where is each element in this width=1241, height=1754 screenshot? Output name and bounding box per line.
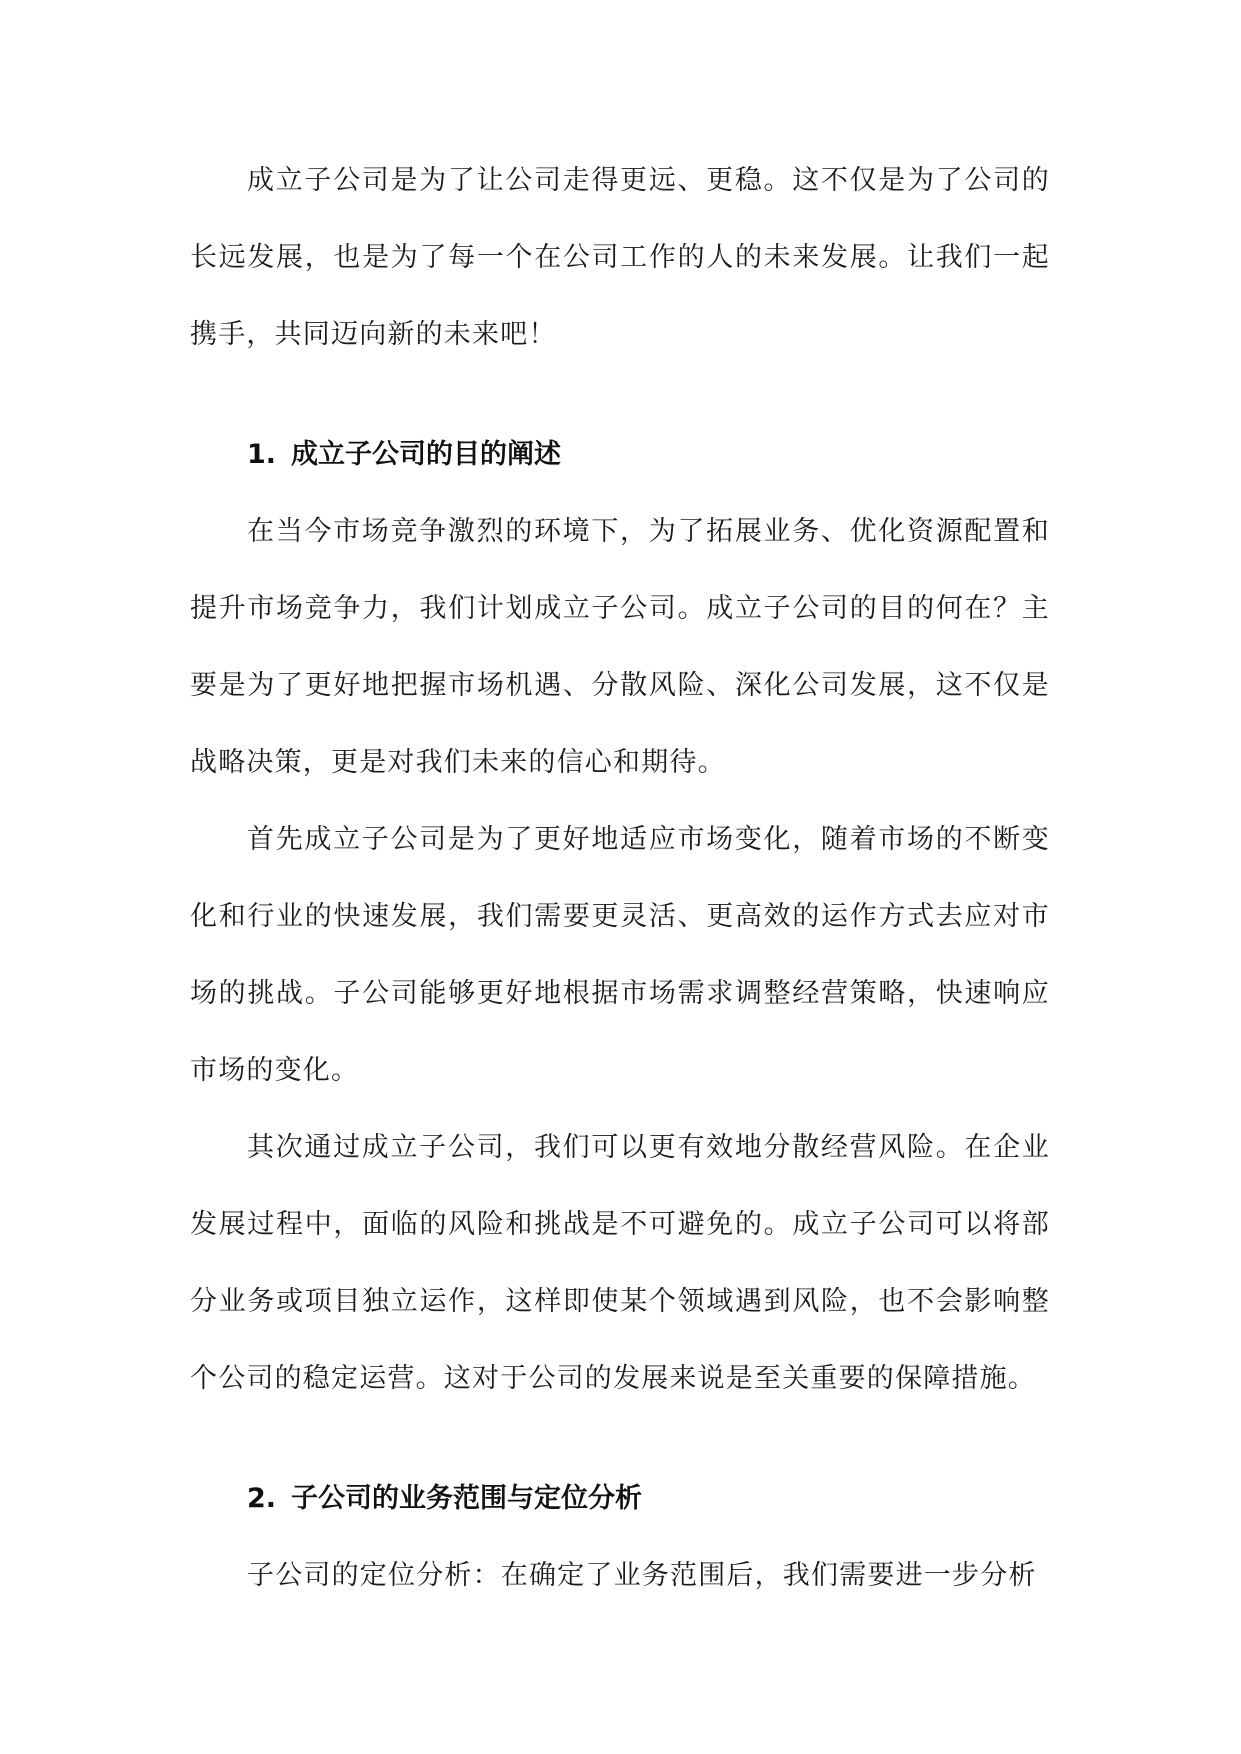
section-1-paragraph: 首先成立子公司是为了更好地适应市场变化，随着市场的不断变化和行业的快速发展，我们需要更灵活、更高效的运作方式去应对市场的挑战。子公司能够更好地根据市场需求调整经营策略，快速响应市场的变化。 bbox=[190, 824, 1050, 1086]
section-2-title: 子公司的业务范围与定位分析 bbox=[291, 1483, 642, 1514]
section-2-paragraph: 子公司的定位分析：在确定了业务范围后，我们需要进一步分析 bbox=[247, 1560, 1037, 1591]
section-1-title: 成立子公司的目的阐述 bbox=[291, 439, 561, 470]
section-2-number: 2. bbox=[247, 1483, 277, 1514]
section-1-paragraph: 在当今市场竞争激烈的环境下，为了拓展业务、优化资源配置和提升市场竞争力，我们计划成立子公司。成立子公司的目的何在？主要是为了更好地把握市场机遇、分散风险、深化公司发展，这不仅是战略决策，更是对我们未来的信心和期待。 bbox=[190, 516, 1050, 778]
section-1-heading bbox=[190, 416, 1050, 493]
document-body bbox=[190, 142, 1050, 1614]
section-1-paragraph: 其次通过成立子公司，我们可以更有效地分散经营风险。在企业发展过程中，面临的风险和挑战是不可避免的。成立子公司可以将部分业务或项目独立运作，这样即使某个领域遇到风险，也不会影响整个公司的稳定运营。这对于公司的发展来说是至关重要的保障措施。 bbox=[190, 1132, 1050, 1394]
section-1-number: 1. bbox=[247, 439, 277, 470]
intro-paragraph: 成立子公司是为了让公司走得更远、更稳。这不仅是为了公司的长远发展，也是为了每一个在公司工作的人的未来发展。让我们一起携手，共同迈向新的未来吧！ bbox=[190, 165, 1050, 350]
section-2-heading bbox=[190, 1460, 1050, 1537]
